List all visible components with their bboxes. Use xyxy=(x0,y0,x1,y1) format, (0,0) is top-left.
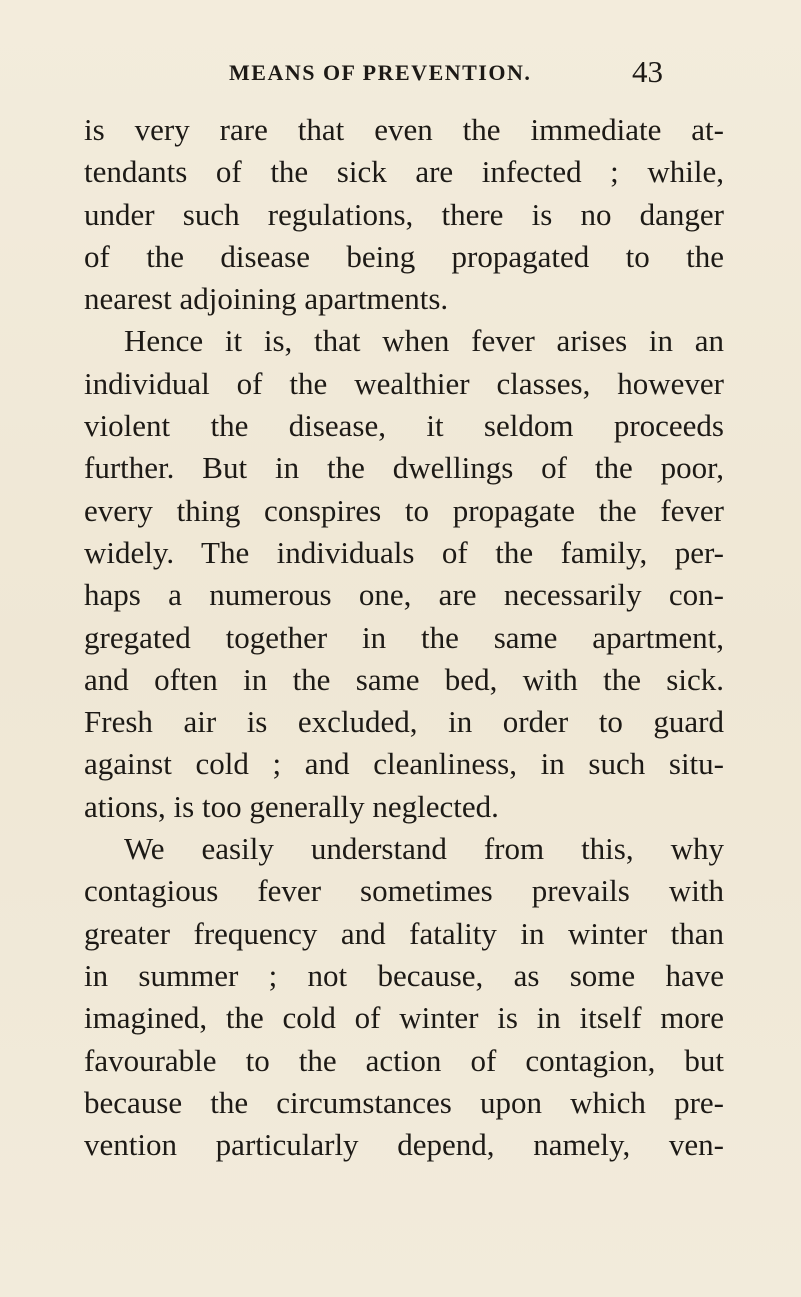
text-line: gregated together in the same apartment, xyxy=(84,619,724,655)
text-line: imagined, the cold of winter is in itself more xyxy=(84,1000,724,1036)
text-line: every thing conspires to propagate the fever xyxy=(84,492,724,528)
page-number: 43 xyxy=(632,54,663,89)
text-line: tendants of the sick are infected ; while, xyxy=(84,154,724,190)
text-line: under such regulations, there is no danger xyxy=(84,196,724,232)
text-line: individual of the wealthier classes, however xyxy=(84,365,724,401)
text-line: further. But in the dwellings of the poor, xyxy=(84,450,724,486)
text-line: haps a numerous one, are necessarily con- xyxy=(84,577,724,613)
text-line: and often in the same bed, with the sick. xyxy=(84,661,724,697)
running-title: MEANS OF PREVENTION. xyxy=(229,60,532,85)
text-line: because the circumstances upon which pre- xyxy=(84,1084,724,1120)
text-line: widely. The individuals of the family, per- xyxy=(84,534,724,570)
text-line: ations, is too generally neglected. xyxy=(84,788,499,824)
text-line: is very rare that even the immediate at- xyxy=(84,112,724,147)
text-line: greater frequency and fatality in winter than xyxy=(84,915,724,951)
text-line: favourable to the action of contagion, but xyxy=(84,1042,724,1078)
text-line: violent the disease, it seldom proceeds xyxy=(84,408,724,444)
text-line: Fresh air is excluded, in order to guard xyxy=(84,704,724,740)
text-line: in summer ; not because, as some have xyxy=(84,957,724,993)
running-head xyxy=(0,54,801,94)
text-line: vention particularly depend, namely, ven- xyxy=(84,1127,724,1163)
text-line: nearest adjoining apartments. xyxy=(84,281,449,317)
text-line: against cold ; and cleanliness, in such situ- xyxy=(84,746,724,782)
paragraph-start-line: We easily understand from this, why xyxy=(124,831,724,867)
body-text xyxy=(84,109,724,1166)
paragraph-start-line: Hence it is, that when fever arises in an xyxy=(124,323,724,359)
text-line: of the disease being propagated to the xyxy=(84,238,724,274)
text-line: contagious fever sometimes prevails with xyxy=(84,873,724,909)
